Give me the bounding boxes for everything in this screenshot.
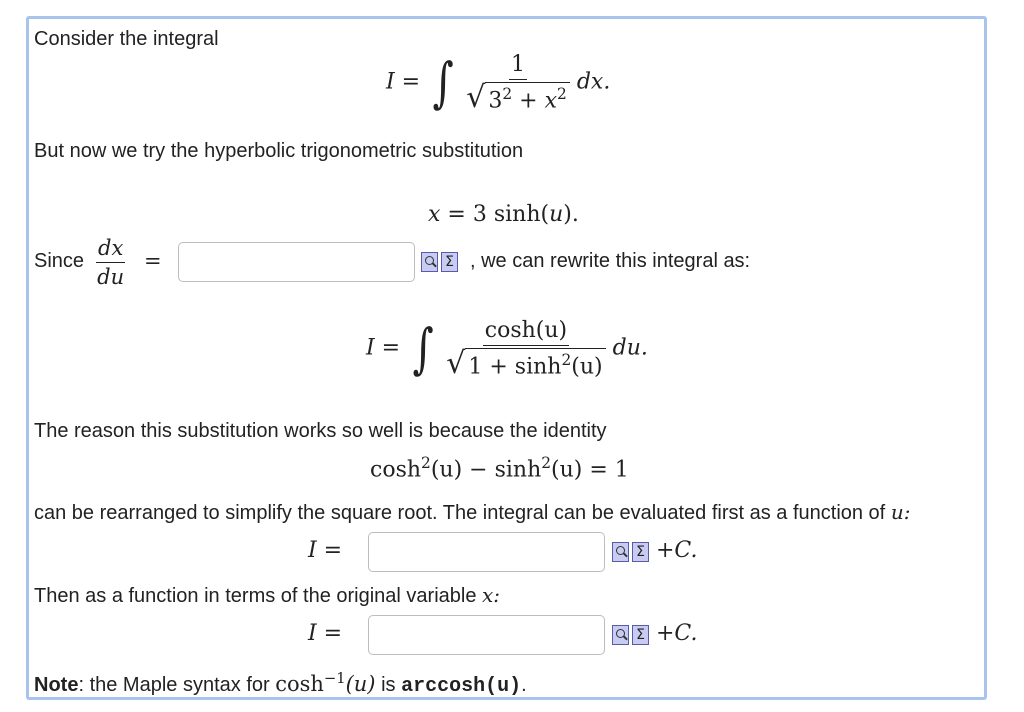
integral-one-numerator: 1 [509,52,527,80]
substitution-equation: x = 3 sinh(u). [428,202,579,227]
dx-du-fraction: $\frac{dx}{du}$ = [97,236,162,289]
preview-icon[interactable] [612,625,629,645]
dx-du-answer-input[interactable] [178,242,415,282]
integral-one-tail: dx. [576,69,611,95]
reason-text: The reason this substitution works so well is because the identity [34,420,607,442]
preview-icon[interactable] [612,542,629,562]
answer-x-input[interactable] [368,615,605,655]
integral-two: I = ∫ cosh(u) √ $1 + \sinh^2(u)$ du. [366,316,648,382]
answer-x-tools [612,625,649,645]
answer-u-input[interactable] [368,532,605,572]
integral-one-lhs: I = [386,69,421,95]
equation-editor-icon[interactable]: Σ [632,625,649,645]
answer-x-constant: +C. [656,621,698,646]
hyperbolic-text: But now we try the hyperbolic trigonometric substitution [34,140,524,162]
integral-one [386,50,611,116]
intro-text: Consider the integral [34,28,219,50]
answer-x-lhs: I = [308,621,343,646]
equation-editor-icon[interactable]: Σ [632,542,649,562]
since-label: Since [34,250,85,272]
sqrt-icon: √ [466,80,486,116]
integral-sign-icon: ∫ [412,316,434,380]
integral-one-denominator: √ $3^2 + x^2$ [466,80,570,113]
rewrite-text: , we can rewrite this integral as: [470,250,751,272]
answer-u-tools [612,542,649,562]
identity-equation: $\cosh^2(u) - \sinh^2(u) = 1$ [370,454,629,483]
note-text: Note: the Maple syntax for $\cosh^{-1}(u)$ is arccosh(u). [34,670,527,698]
integral-one-fraction [466,52,570,116]
rearrange-text: can be rearranged to simplify the square root. The integral can be evaluated first as a function of u: [34,500,911,524]
equation-editor-icon[interactable]: Σ [441,252,458,272]
answer-u-lhs: I = [308,538,343,563]
answer-u-constant: +C. [656,538,698,563]
dx-du-answer-tools [421,252,458,272]
integral-sign-icon: ∫ [432,50,454,114]
sqrt-icon: √ [446,346,466,382]
preview-icon[interactable] [421,252,438,272]
then-text: Then as a function in terms of the original variable x: [34,583,501,607]
